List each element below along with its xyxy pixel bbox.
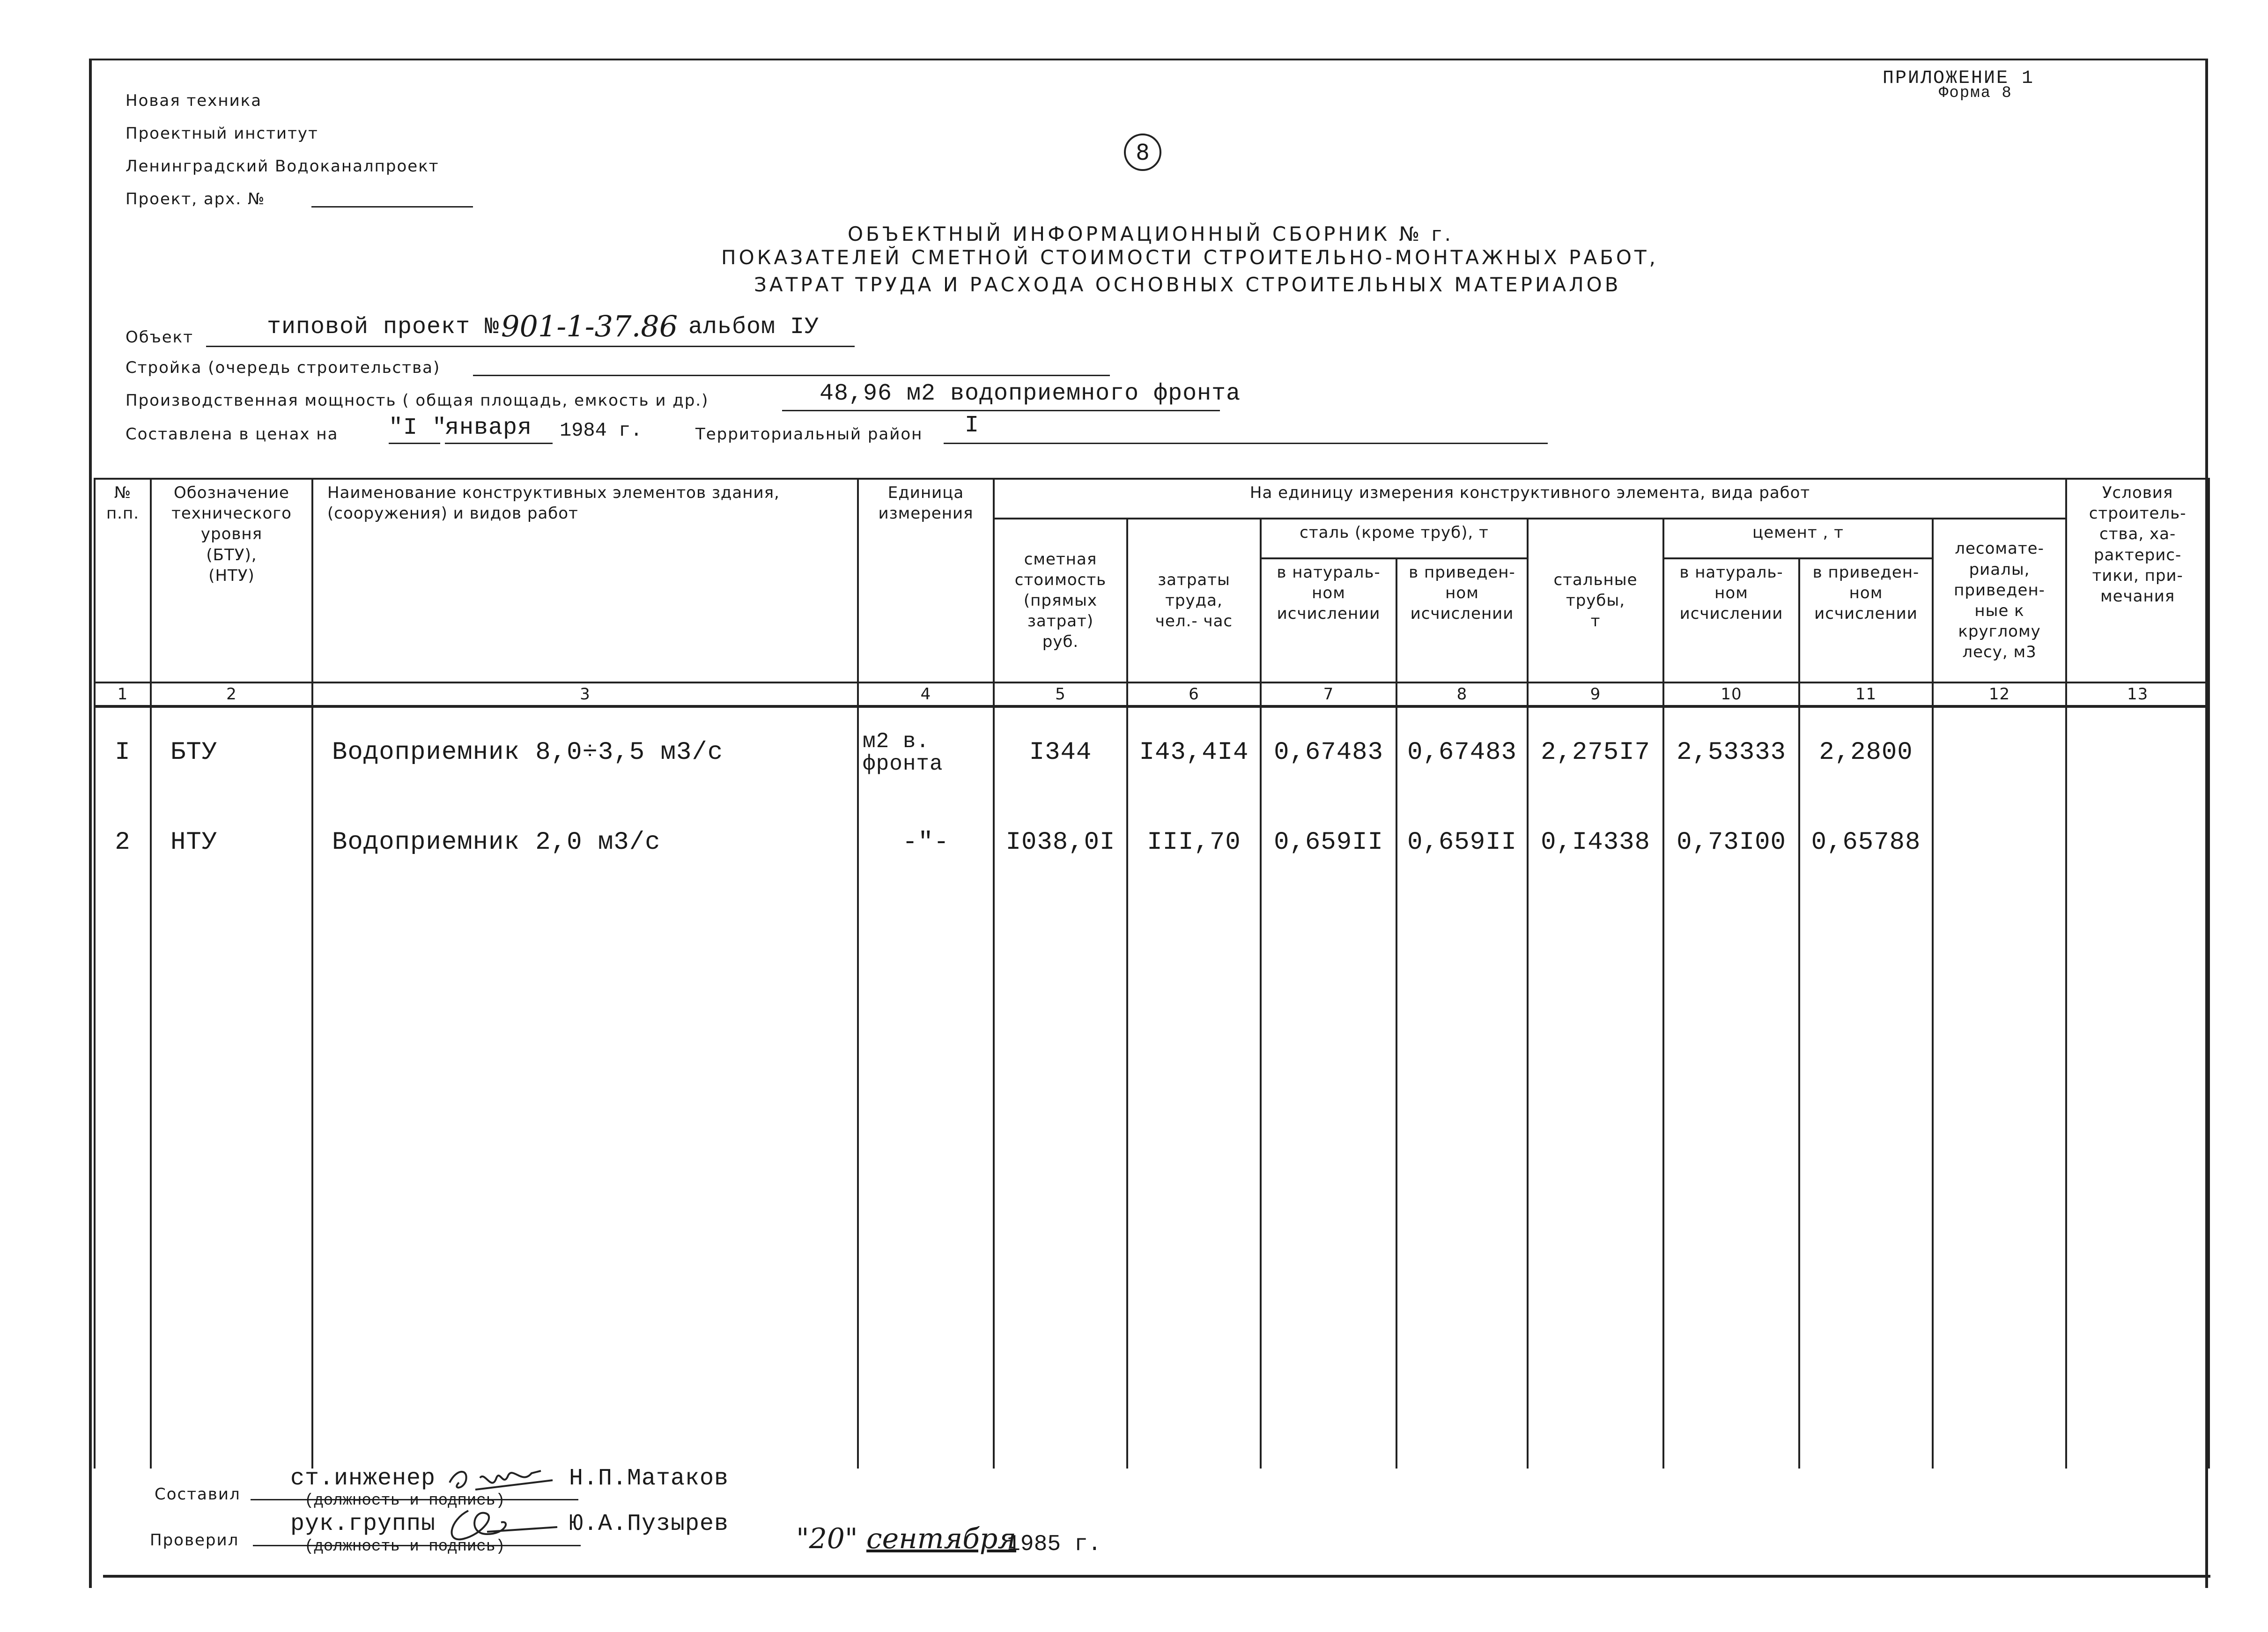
org-line-4: Проект, арх. № xyxy=(126,190,266,208)
org-line-1: Новая техника xyxy=(126,91,262,110)
header-steel-pipes: стальные трубы, т xyxy=(1528,519,1663,682)
header-tech-level: Обозначение технического уровня (БТУ), (НТУ) xyxy=(151,479,312,682)
header-steel-group: сталь (кроме труб), т xyxy=(1261,519,1528,558)
title-line-1: ОБЪЕКТНЫЙ ИНФОРМАЦИОННЫЙ СБОРНИК № г. xyxy=(848,223,1454,245)
header-elements: Наименование конструктивных элементов здания, (сооружения) и видов работ xyxy=(312,479,858,682)
date-day: "20" xyxy=(796,1522,858,1555)
org-line-3: Ленинградский Водоканалпроект xyxy=(126,157,439,176)
object-value-handwritten: 901-1-37.86 xyxy=(501,309,678,343)
row-labor: III,70 xyxy=(1127,798,1261,888)
object-label: Объект xyxy=(126,328,194,347)
column-number: 6 xyxy=(1127,682,1261,706)
object-value-tail: альбом IУ xyxy=(688,314,820,341)
date-year: 1985 г. xyxy=(1007,1532,1101,1557)
header-steel-natural: в натураль- ном исчислении xyxy=(1261,558,1396,682)
header-steel-reduced: в приведен- ном исчислении xyxy=(1396,558,1528,682)
header-cement-natural: в натураль- ном исчислении xyxy=(1663,558,1799,682)
table-row xyxy=(95,798,2209,888)
row-cement-natural: 2,53333 xyxy=(1663,706,1799,798)
header-labor: затраты труда, чел.- час xyxy=(1127,519,1261,682)
column-number: 13 xyxy=(2066,682,2209,706)
prices-month-underline xyxy=(445,443,553,444)
org-line-2: Проектный институт xyxy=(126,124,318,143)
header-cement-group: цемент , т xyxy=(1663,519,1933,558)
checked-caption: (должность и подпись) xyxy=(304,1538,505,1556)
checked-label: Проверил xyxy=(150,1531,239,1550)
row-tech-level: НТУ xyxy=(151,798,312,888)
row-steel-reduced: 0,67483 xyxy=(1396,706,1528,798)
header-number: № п.п. xyxy=(95,479,151,682)
compiled-caption: (должность и подпись) xyxy=(304,1492,505,1510)
row-labor: I43,4I4 xyxy=(1127,706,1261,798)
column-number: 4 xyxy=(858,682,994,706)
prices-year: 1984 г. xyxy=(560,419,643,442)
row-timber xyxy=(1933,798,2066,888)
column-number: 2 xyxy=(151,682,312,706)
column-number: 10 xyxy=(1663,682,1799,706)
row-notes xyxy=(2066,706,2209,798)
checked-name: Ю.А.Пузырев xyxy=(569,1511,729,1537)
header-per-unit-group: На единицу измерения конструктивного элемента, вида работ xyxy=(994,479,2066,519)
column-number: 12 xyxy=(1933,682,2066,706)
row-unit: м2 в. фронта xyxy=(858,706,994,798)
region-label: Территориальный район xyxy=(695,425,923,444)
column-number: 8 xyxy=(1396,682,1528,706)
row-unit: -"- xyxy=(858,798,994,888)
prices-label: Составлена в ценах на xyxy=(126,425,339,444)
indicators-table xyxy=(94,478,2210,1469)
prices-day-underline xyxy=(389,443,440,444)
capacity-underline xyxy=(782,410,1220,411)
row-steel-reduced: 0,659II xyxy=(1396,798,1528,888)
column-number: 7 xyxy=(1261,682,1396,706)
compiled-label: Составил xyxy=(155,1485,241,1504)
date-month: сентября xyxy=(866,1522,1017,1555)
row-cement-reduced: 0,65788 xyxy=(1799,798,1933,888)
frame-bottom-line xyxy=(103,1575,2210,1578)
column-number: 3 xyxy=(312,682,858,706)
prices-month: января xyxy=(445,415,532,441)
object-value-typed: типовой проект № xyxy=(267,314,500,341)
header-estimated-cost: сметная стоимость (прямых затрат) руб. xyxy=(994,519,1127,682)
capacity-label: Производственная мощность ( общая площадь, емкость и др.) xyxy=(126,391,709,410)
compiled-name: Н.П.Матаков xyxy=(569,1465,729,1492)
row-cement-natural: 0,73I00 xyxy=(1663,798,1799,888)
object-underline xyxy=(206,346,855,347)
header-unit: Единица измерения xyxy=(858,479,994,682)
appendix-label: ПРИЛОЖЕНИЕ 1 xyxy=(1883,68,2035,89)
region-underline xyxy=(944,443,1548,444)
column-number: 5 xyxy=(994,682,1127,706)
row-tech-level: БТУ xyxy=(151,706,312,798)
column-number: 9 xyxy=(1528,682,1663,706)
table-row xyxy=(95,706,2209,798)
column-number: 11 xyxy=(1799,682,1933,706)
construction-label: Стройка (очередь строительства) xyxy=(126,358,441,377)
table-empty-area xyxy=(95,888,2209,1469)
row-steel-pipes: 2,275I7 xyxy=(1528,706,1663,798)
column-number: 1 xyxy=(95,682,151,706)
row-element-name: Водоприемник 2,0 м3/с xyxy=(312,798,858,888)
row-steel-pipes: 0,I4338 xyxy=(1528,798,1663,888)
header-cement-reduced: в приведен- ном исчислении xyxy=(1799,558,1933,682)
row-number: 2 xyxy=(95,798,151,888)
column-numbers-row xyxy=(95,682,2209,706)
header-conditions: Условия строитель- ства, ха- рактерис- тики, при- мечания xyxy=(2066,479,2209,682)
title-line-3: ЗАТРАТ ТРУДА И РАСХОДА ОСНОВНЫХ СТРОИТЕЛЬНЫХ МАТЕРИАЛОВ xyxy=(754,273,1621,296)
compiled-position: ст.инженер xyxy=(290,1465,436,1492)
region-value: I xyxy=(965,412,980,439)
row-notes xyxy=(2066,798,2209,888)
capacity-value: 48,96 м2 водоприемного фронта xyxy=(820,380,1241,407)
row-cost: I038,0I xyxy=(994,798,1127,888)
row-number: I xyxy=(95,706,151,798)
sheet-number-circle: 8 xyxy=(1124,134,1161,171)
row-timber xyxy=(1933,706,2066,798)
prices-day: "I " xyxy=(389,415,447,441)
row-steel-natural: 0,67483 xyxy=(1261,706,1396,798)
form-label: Форма 8 xyxy=(1939,84,2012,102)
row-cement-reduced: 2,2800 xyxy=(1799,706,1933,798)
title-line-2: ПОКАЗАТЕЛЕЙ СМЕТНОЙ СТОИМОСТИ СТРОИТЕЛЬНО-МОНТАЖНЫХ РАБОТ, xyxy=(721,246,1658,269)
header-timber: лесомате- риалы, приведен- ные к круглому лесу, м3 xyxy=(1933,519,2066,682)
project-number-line xyxy=(311,206,473,208)
row-steel-natural: 0,659II xyxy=(1261,798,1396,888)
row-cost: I344 xyxy=(994,706,1127,798)
row-element-name: Водоприемник 8,0÷3,5 м3/с xyxy=(312,706,858,798)
construction-underline xyxy=(473,375,1110,376)
checked-position: рук.группы xyxy=(290,1511,436,1537)
